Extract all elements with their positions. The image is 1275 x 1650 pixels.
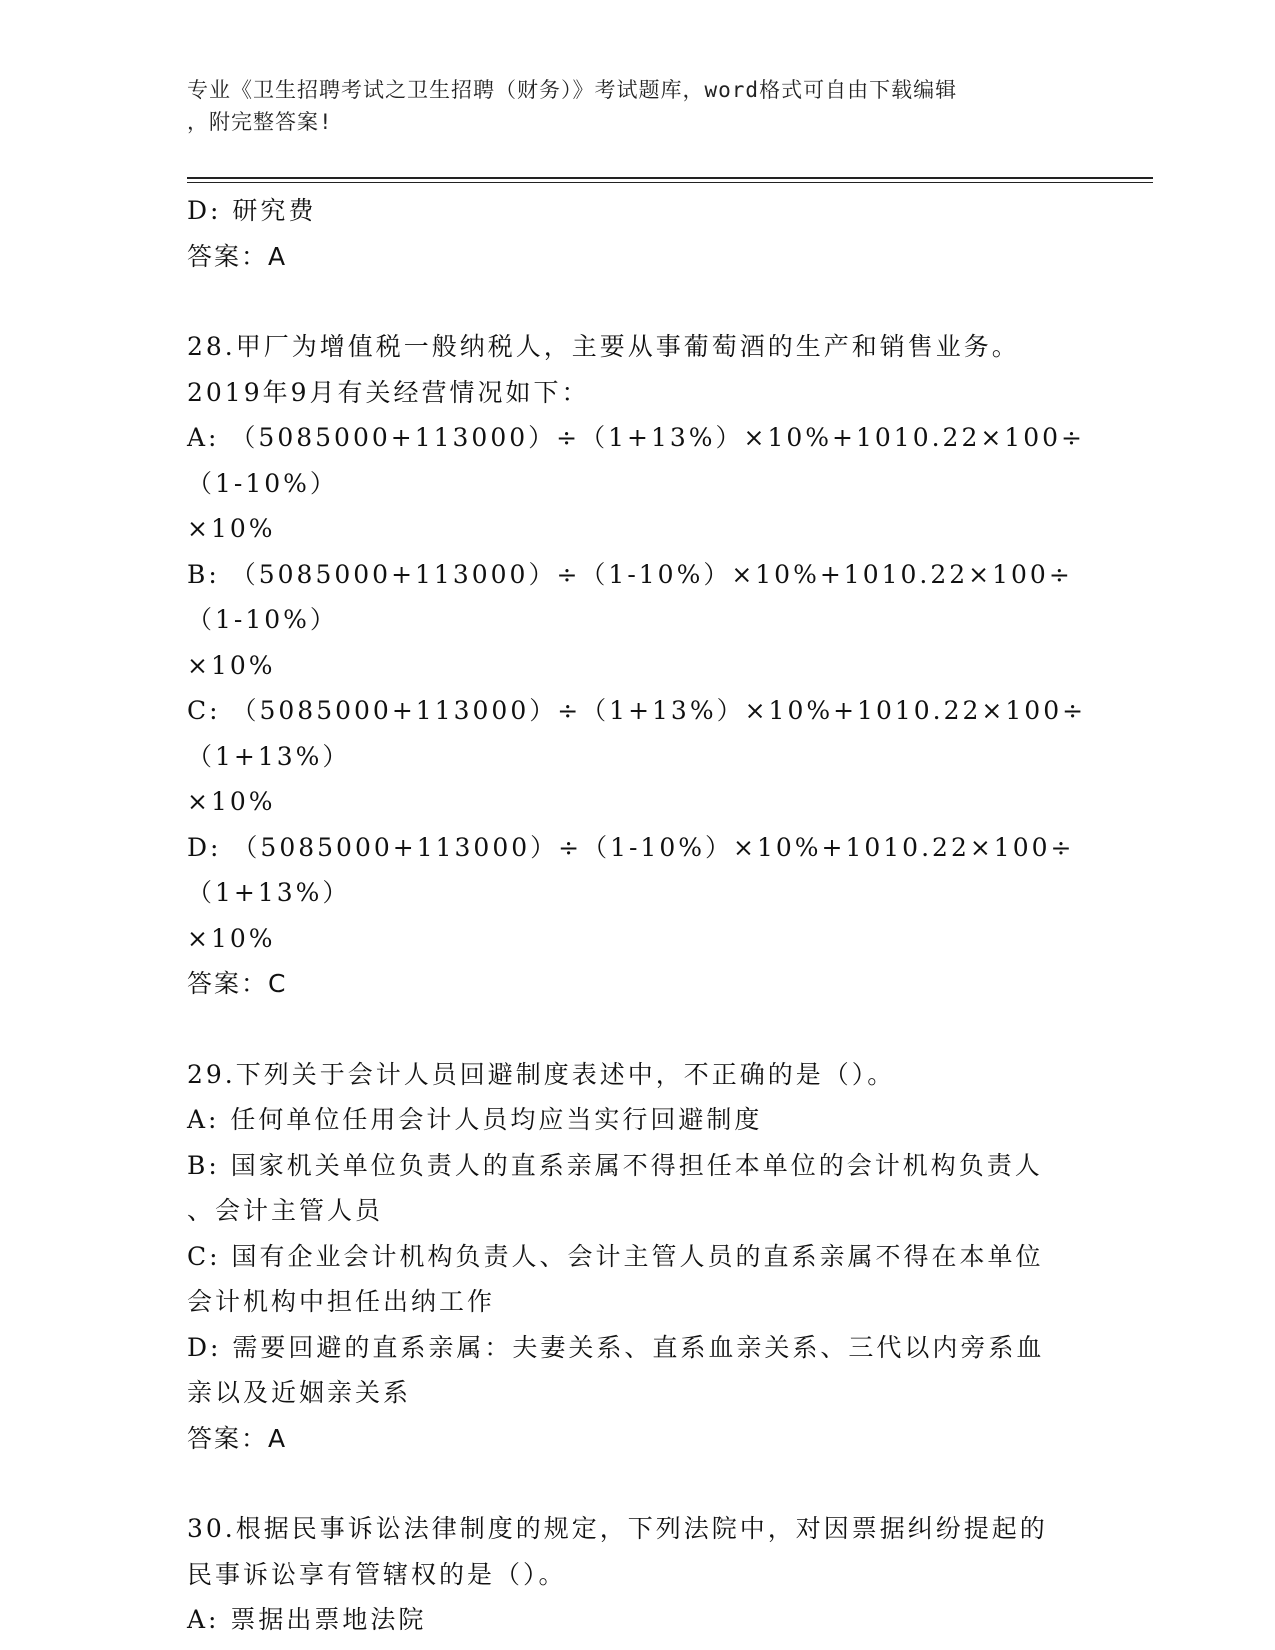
option-c: C: （5085000+113000）÷（1+13%）×10%+1010.22×100÷（1+13%） [187,696,1087,771]
question-stem: 28.甲厂为增值税一般纳税人，主要从事葡萄酒的生产和销售业务。 [187,332,1020,361]
option-a-cont: ×10% [187,514,276,543]
question-28 [187,324,1087,1007]
header-divider-thin [187,182,1153,183]
option-b: B: （5085000+113000）÷（1-10%）×10%+1010.22×100÷（1-10%） [187,559,1073,634]
option-b-cont: 、会计主管人员 [187,1196,384,1225]
page-header [187,74,1067,138]
header-line-2: ，附完整答案! [187,110,333,134]
question-stem: 29.下列关于会计人员回避制度表述中，不正确的是（）。 [187,1059,896,1089]
question-stem-cont: 民事诉讼享有管辖权的是（）。 [187,1559,567,1589]
spacer [187,1007,1087,1052]
spacer [187,1461,1087,1506]
document-body [187,188,1087,1643]
option-d-cont: 亲以及近姻亲关系 [187,1378,412,1407]
option-c-cont: ×10% [187,787,276,816]
question-27-tail [187,188,1087,279]
option-d: D: 研究费 [187,196,317,225]
header-line-1: 专业《卫生招聘考试之卫生招聘（财务）》考试题库，word格式可自由下载编辑 [187,78,958,102]
option-c-cont: 会计机构中担任出纳工作 [187,1287,496,1316]
question-stem-cont: 2019年9月有关经营情况如下： [187,377,590,407]
header-divider [187,177,1153,179]
option-a: A: 票据出票地法院 [187,1605,427,1634]
question-30 [187,1506,1087,1643]
option-d: D: 需要回避的直系亲属：夫妻关系、直系血亲关系、三代以内旁系血 [187,1332,1045,1362]
answer-line: 答案：A [187,1423,288,1453]
question-stem: 30.根据民事诉讼法律制度的规定，下列法院中，对因票据纠纷提起的 [187,1514,1048,1543]
answer-line: 答案：C [187,969,288,998]
option-c: C: 国有企业会计机构负责人、会计主管人员的直系亲属不得在本单位 [187,1241,1044,1271]
option-d: D: （5085000+113000）÷（1-10%）×10%+1010.22×100÷（1+13%） [187,832,1075,907]
answer-line: 答案：A [187,241,288,271]
option-b-cont: ×10% [187,650,276,680]
option-a: A: （5085000+113000）÷（1+13%）×10%+1010.22×100÷（1-10%） [187,423,1085,498]
option-b: B: 国家机关单位负责人的直系亲属不得担任本单位的会计机构负责人 [187,1150,1043,1180]
option-a: A: 任何单位任用会计人员均应当实行回避制度 [187,1105,763,1134]
spacer [187,279,1087,324]
question-29 [187,1052,1087,1462]
option-d-cont: ×10% [187,923,276,953]
